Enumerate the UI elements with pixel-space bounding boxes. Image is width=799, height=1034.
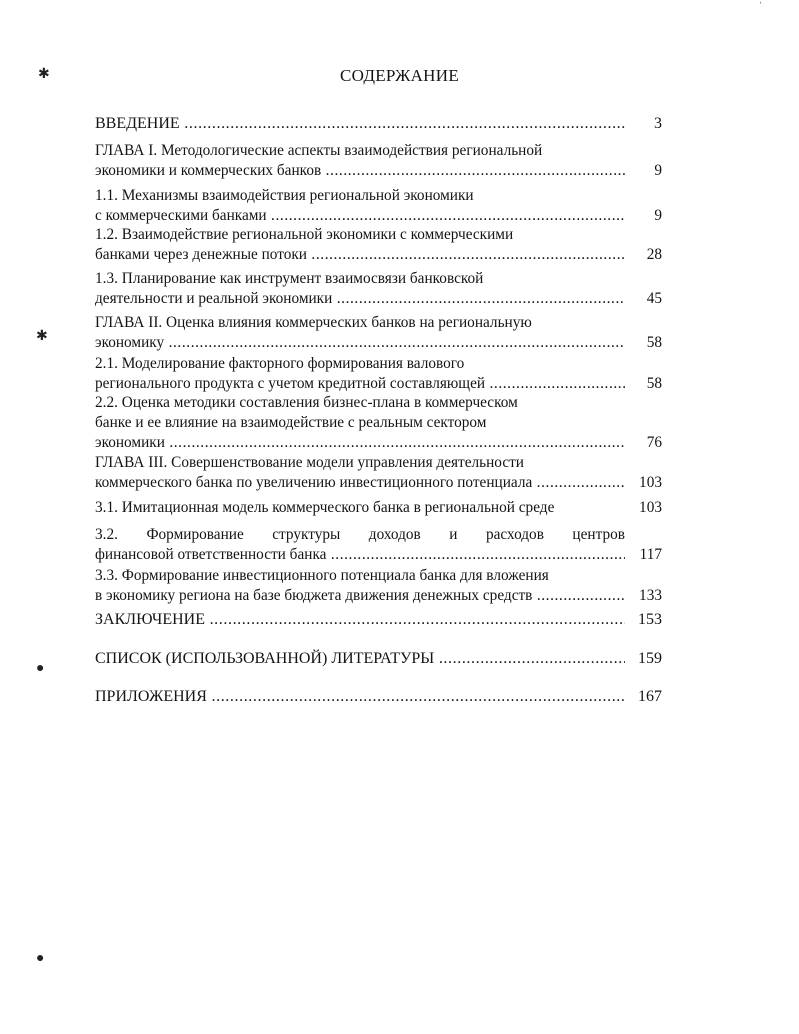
toc-entry-last-line: в экономику региона на базе бюджета движения денежных средств .....	[95, 586, 625, 606]
toc-entry-line: банке и ее влияние на взаимодействие с реальным сектором	[95, 414, 487, 431]
toc-entry-line: 2.1. Моделирование факторного формирования валового	[95, 355, 465, 372]
toc-entry-section-1-2[interactable]	[95, 225, 670, 265]
toc-entry-line: 2.2. Оценка методики составления бизнес-плана в коммерческом	[95, 394, 518, 411]
toc-page-number: 45	[646, 290, 662, 307]
toc-entry-last-line: экономику .....	[95, 333, 625, 353]
toc-entry-line: 3.2. Формирование структуры доходов и расходов центров	[95, 526, 625, 543]
toc-page-number: 3	[654, 115, 662, 132]
toc-entry-line: ГЛАВА I. Методологические аспекты взаимодействия региональной	[95, 142, 543, 159]
toc-entry-section-1-1[interactable]	[95, 186, 670, 226]
toc-entry-section-3-3[interactable]	[95, 566, 670, 606]
toc-entry-chapter-2[interactable]	[95, 313, 670, 353]
toc-entry-chapter-1[interactable]	[95, 141, 670, 181]
toc-page-number: 9	[654, 162, 662, 179]
toc-entry-line: 1.3. Планирование как инструмент взаимосвязи банковской	[95, 270, 484, 287]
toc-entry-line: 1.2. Взаимодействие региональной экономики с коммерческими	[95, 226, 514, 243]
toc-entry-last-line: ЗАКЛЮЧЕНИЕ .....	[95, 610, 625, 630]
toc-page-number: 28	[646, 246, 662, 263]
toc-entry-last-line: 3.1. Имитационная модель коммерческого банка в региональной среде	[95, 499, 555, 516]
toc-entry-last-line: с коммерческими банками .....	[95, 206, 625, 226]
toc-page-number: 159	[638, 650, 662, 667]
toc-entry-line: ГЛАВА III. Совершенствование модели управления деятельности	[95, 454, 524, 471]
toc-page-number: 9	[654, 207, 662, 224]
toc-page-number: 167	[638, 688, 662, 705]
scan-speck-mark: ✱	[36, 329, 48, 344]
toc-entry-last-line: ПРИЛОЖЕНИЯ .....	[95, 687, 625, 707]
toc-entry-line: ГЛАВА II. Оценка влияния коммерческих банков на региональную	[95, 314, 532, 331]
toc-page-number: 76	[646, 434, 662, 451]
toc-entry-chapter-3[interactable]	[95, 453, 670, 493]
toc-entry-line: 3.3. Формирование инвестиционного потенциала банка для вложения	[95, 567, 549, 584]
toc-page-number: 103	[639, 499, 662, 516]
toc-entry-last-line: экономики .....	[95, 433, 625, 453]
toc-entry-section-3-2[interactable]	[95, 525, 670, 565]
toc-page-number: 133	[639, 587, 662, 604]
toc-entry-section-2-1[interactable]	[95, 354, 670, 394]
toc-entry-last-line: банками через денежные потоки .....	[95, 245, 625, 265]
toc-page-number: 117	[639, 546, 662, 563]
toc-entry-last-line: коммерческого банка по увеличению инвестиционного потенциала .....	[95, 473, 625, 493]
toc-page-number: 58	[646, 375, 662, 392]
toc-page-number: 103	[639, 474, 662, 491]
toc-entry-introduction[interactable]	[95, 114, 670, 134]
toc-entry-conclusion[interactable]	[95, 610, 670, 630]
toc-entry-last-line: регионального продукта с учетом кредитной составляющей .....	[95, 374, 625, 394]
toc-entry-last-line: ВВЕДЕНИЕ .....	[95, 114, 625, 134]
toc-entry-last-line: финансовой ответственности банка .....	[95, 545, 625, 565]
toc-entry-section-1-3[interactable]	[95, 269, 670, 309]
toc-entry-last-line: деятельности и реальной экономики .....	[95, 289, 625, 309]
toc-entry-references[interactable]	[95, 649, 670, 669]
scan-speck-mark: ˈ	[759, 1, 763, 12]
scan-speck-mark: ●	[36, 951, 45, 966]
scan-speck-mark: ●	[36, 661, 45, 676]
toc-entry-section-3-1[interactable]	[95, 498, 670, 518]
toc-entry-last-line: экономики и коммерческих банков .....	[95, 161, 625, 181]
toc-entry-appendices[interactable]	[95, 687, 670, 707]
toc-entry-line: 1.1. Механизмы взаимодействия региональной экономики	[95, 187, 474, 204]
scan-speck-mark: ✱	[38, 67, 50, 82]
toc-entry-section-2-2[interactable]	[95, 393, 670, 453]
toc-page-number: 153	[638, 611, 662, 628]
page-title: СОДЕРЖАНИЕ	[339, 66, 460, 85]
toc-page-number: 58	[646, 334, 662, 351]
toc-entry-last-line: СПИСОК (ИСПОЛЬЗОВАННОЙ) ЛИТЕРАТУРЫ .....	[95, 649, 625, 669]
